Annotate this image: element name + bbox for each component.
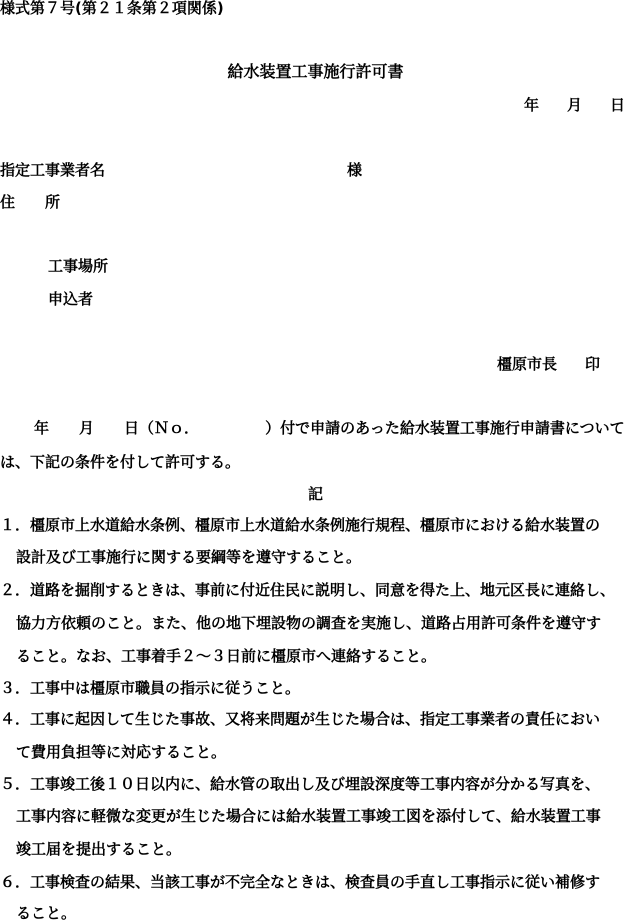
construction-site-label: 工事場所 — [48, 257, 109, 275]
document-title: 給水装置工事施行許可書 — [227, 62, 404, 81]
condition-5-line-1: ５．工事竣工後１０日以内に、給水管の取出し及び埋設深度等工事内容が分かる写真を、 — [0, 775, 601, 793]
intro-day: 日 — [124, 419, 140, 437]
condition-5-line-3: 竣工届を提出すること。 — [16, 840, 182, 858]
date-month-label: 月 — [566, 96, 582, 114]
condition-2-line-1: ２．道路を掘削するときは、事前に付近住民に説明し、同意を得た上、地元区長に連絡し、 — [0, 581, 616, 599]
intro-month: 月 — [79, 419, 95, 437]
seal-mark: 印 — [585, 355, 601, 373]
condition-2-line-3: ること。なお、工事着手２～３日前に橿原市へ連絡すること。 — [16, 647, 437, 665]
applicant-label: 申込者 — [48, 290, 94, 308]
condition-2-line-2: 協力方依頼のこと。また、他の地下埋設物の調査を実施し、道路占用許可条件を遵守す — [16, 614, 602, 632]
address-label — [0, 195, 60, 210]
condition-6-line-1: ６．工事検査の結果、当該工事が不完全なときは、検査員の手直し工事指示に従い補修す — [0, 873, 601, 891]
intro-paragraph-line-1 — [0, 421, 631, 436]
condition-1-line-2: 設計及び工事施行に関する要綱等を遵守すること。 — [16, 548, 362, 566]
condition-4-line-2: て費用負担等に対応すること。 — [16, 743, 227, 761]
ki-heading: 記 — [307, 485, 323, 503]
condition-4-line-1: ４．工事に起因して生じた事故、又将来問題が生じた場合は、指定工事業者の責任におい — [0, 710, 601, 728]
condition-3-line-1: ３．工事中は橿原市職員の指示に従うこと。 — [0, 679, 301, 697]
form-number: 様式第７号(第２１条第２項関係) — [0, 0, 224, 17]
issuer-name: 橿原市長 — [497, 355, 558, 373]
intro-line1-text: ）付で申請のあった給水装置工事施行申請書について — [265, 419, 625, 437]
contractor-honorific: 様 — [347, 161, 363, 179]
contractor-name-label: 指定工事業者名 — [0, 161, 106, 179]
address-label-part2: 所 — [45, 193, 61, 211]
date-day-label: 日 — [609, 96, 625, 114]
intro-number-label: （Ｎｏ． — [139, 419, 200, 437]
condition-5-line-2: 工事内容に軽微な変更が生じた場合には給水装置工事竣工図を添付して、給水装置工事 — [16, 807, 601, 825]
intro-paragraph-line-2: は、下記の条件を付して許可する。 — [0, 453, 241, 471]
intro-date — [0, 419, 124, 437]
issue-date — [524, 98, 625, 113]
address-label-part1: 住 — [0, 193, 16, 211]
condition-1-line-1: １．橿原市上水道給水条例、橿原市上水道給水条例施行規程、橿原市における給水装置の — [0, 516, 601, 534]
condition-6-line-2: ること。 — [16, 904, 77, 922]
issuer-signature — [497, 357, 600, 372]
date-year-label: 年 — [523, 96, 539, 114]
intro-year: 年 — [34, 419, 50, 437]
